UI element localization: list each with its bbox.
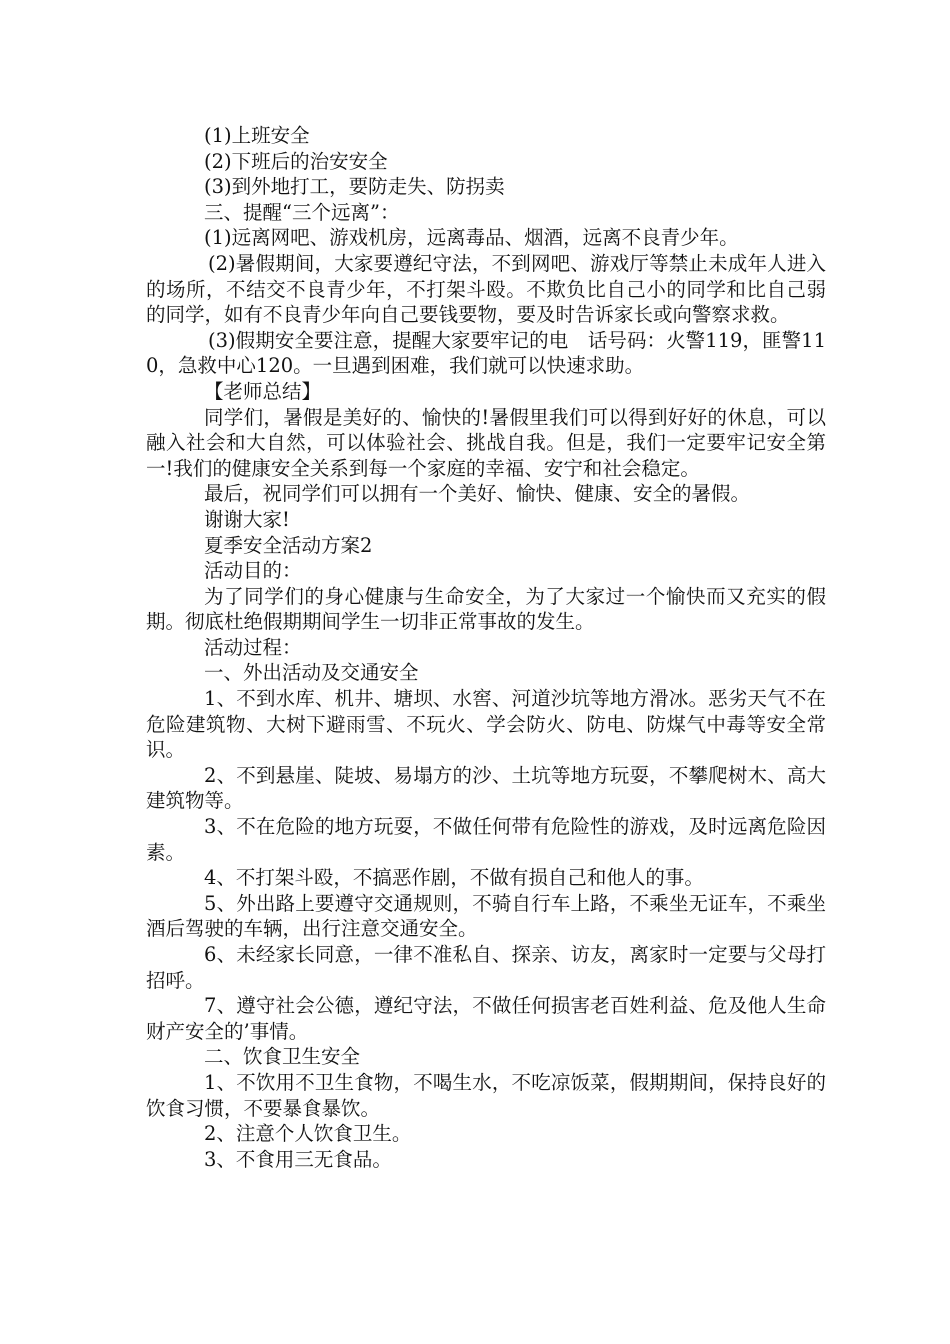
- paragraph: 最后，祝同学们可以拥有一个美好、愉快、健康、安全的暑假。: [204, 482, 751, 506]
- paragraph: (2)暑假期间，大家要遵纪守法，不到网吧、游戏厅等禁止未成年人进入的场所，不结交不良青少年，不打架斗殴。不欺负比自己小的同学和比自己弱的同学，如有不良青少年向自己要钱要物，要及时告诉家长或向警察求救。: [146, 251, 826, 327]
- list-item: 1、不到水库、机井、塘坝、水窖、河道沙坑等地方滑冰。恶劣天气不在危险建筑物、大树下避雨雪、不玩火、学会防火、防电、防煤气中毒等安全常识。: [146, 687, 826, 762]
- list-item: 1、不饮用不卫生食物，不喝生水，不吃凉饭菜，假期期间，保持良好的饮食习惯，不要暴食暴饮。: [146, 1070, 826, 1120]
- section-heading: 二、饮食卫生安全: [204, 1045, 361, 1069]
- paragraph: (3)到外地打工，要防走失、防拐卖: [204, 175, 505, 199]
- paragraph: 谢谢大家!: [204, 507, 290, 531]
- paragraph: 同学们，暑假是美好的、愉快的!暑假里我们可以得到好好的休息，可以融入社会和大自然，可以体验社会、挑战自我。但是，我们一定要牢记安全第一!我们的健康安全关系到每一个家庭的幸福、安宁和社会稳定。: [146, 405, 826, 480]
- list-item: 3、不在危险的地方玩耍，不做任何带有危险性的游戏，及时远离危险因素。: [146, 815, 826, 864]
- section-heading: 一、外出活动及交通安全: [204, 661, 419, 685]
- section-heading: 活动目的：: [204, 559, 302, 583]
- section-heading: 三、提醒“三个远离”：: [204, 200, 400, 224]
- document-body: [146, 123, 826, 1172]
- paragraph: (1)远离网吧、游戏机房，远离毒品、烟酒，远离不良青少年。: [204, 226, 739, 250]
- list-item: 2、不到悬崖、陡坡、易塌方的沙、土坑等地方玩耍，不攀爬树木、高大建筑物等。: [146, 763, 826, 813]
- list-item: 3、不食用三无食品。: [204, 1147, 392, 1171]
- paragraph: (1)上班安全: [204, 124, 310, 147]
- list-item: 7、遵守社会公德，遵纪守法，不做任何损害老百姓利益、危及他人生命财产安全的’事情。: [146, 994, 826, 1043]
- list-item: 5、外出路上要遵守交通规则，不骑自行车上路，不乘坐无证车，不乘坐酒后驾驶的车辆，出行注意交通安全。: [146, 891, 826, 941]
- section-heading: 【老师总结】: [204, 379, 322, 403]
- list-item: 6、未经家长同意，一律不准私自、探亲、访友，离家时一定要与父母打招呼。: [146, 943, 826, 992]
- paragraph: 为了同学们的身心健康与生命安全，为了大家过一个愉快而又充实的假期。彻底杜绝假期期间学生一切非正常事故的发生。: [146, 584, 826, 634]
- list-item: 4、不打架斗殴，不搞恶作剧，不做有损自己和他人的事。: [204, 866, 704, 890]
- paragraph: (2)下班后的治安安全: [204, 149, 388, 173]
- document-title: 夏季安全活动方案2: [204, 533, 373, 557]
- section-heading: 活动过程：: [204, 635, 302, 659]
- list-item: 2、注意个人饮食卫生。: [204, 1122, 412, 1146]
- paragraph: (3)假期安全要注意，提醒大家要牢记的电 话号码：火警119，匪警110，急救中心120。一旦遇到困难，我们就可以快速求助。: [146, 328, 826, 378]
